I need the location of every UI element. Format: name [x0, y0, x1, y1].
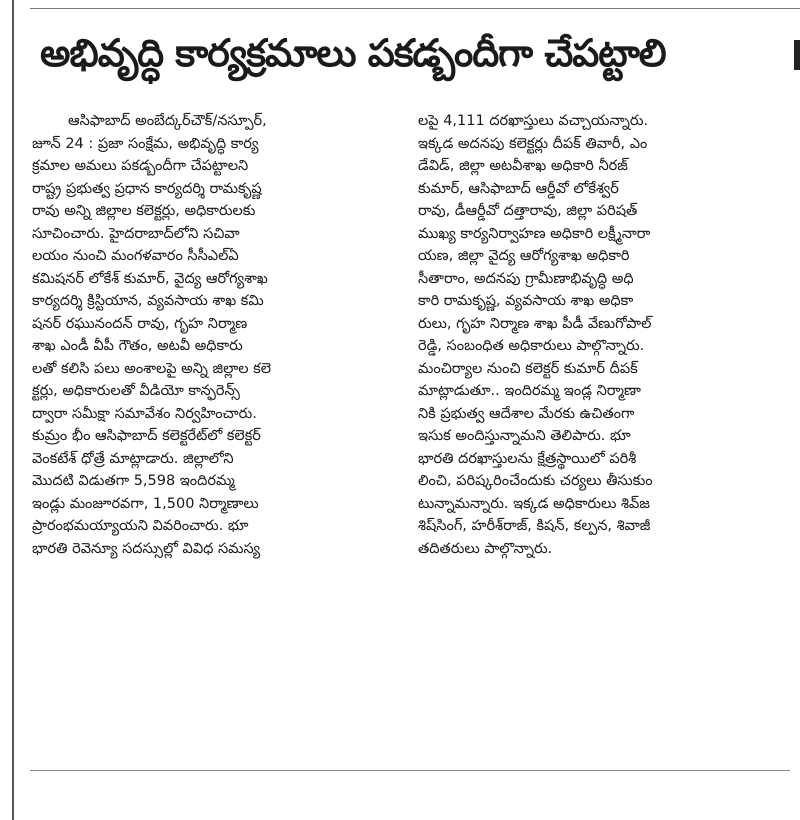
- text-line: వెంకటేశ్ ధోత్రే మాట్లాడారు. జిల్లాలోని: [32, 450, 234, 467]
- text-line: భారతి రెవెన్యూ సదస్సుల్లో వివిధ సమస్య: [32, 540, 261, 557]
- text-line: కార్యదర్శి క్రిస్టియాన, వ్యవసాయ శాఖ కమి: [32, 293, 264, 309]
- text-line: ముఖ్య కార్యనిర్వాహణ అధికారి లక్ష్మీనారా: [418, 225, 651, 242]
- text-line: రెడ్డి, సంబంధిత అధికారులు పాల్గొన్నారు.: [418, 338, 645, 354]
- text-line: కుమ్రం భీం ఆసిఫాబాద్ కలెక్టరేట్‌లో కలెక్టర్: [32, 428, 261, 444]
- text-line: లయం నుంచి మంగళవారం సీసీఎల్ఏ: [32, 248, 239, 264]
- text-line: ఇక్కడ అదనపు కలెక్టర్లు దీపక్ తివారీ, ఎం: [418, 135, 648, 152]
- right-edge-mark: [794, 40, 800, 70]
- text-line: తదితరులు పాల్గొన్నారు.: [418, 540, 553, 557]
- text-line: రావు అన్ని జిల్లాల కలెక్టర్లు, అధికారులకు: [32, 203, 256, 219]
- text-line: ఇసుక అందిస్తున్నామని తెలిపారు. భూ: [418, 428, 631, 444]
- text-line: క్టర్లు, అధికారులతో వీడియో కాన్ఫరెన్స్: [32, 383, 240, 399]
- text-line: ప్రారంభమయ్యాయని వివరించారు. భూ: [32, 518, 249, 534]
- text-line: జూన్ 24 : ప్రజా సంక్షేమ, అభివృద్ధి కార్య: [32, 135, 259, 152]
- bottom-divider: [30, 770, 790, 771]
- article-headline: అభివృద్ధి కార్యక్రమాలు పకడ్బందీగా చేపట్టాలి: [40, 31, 666, 75]
- left-border-rule: [12, 0, 14, 820]
- text-line: లతో కలిసి పలు అంశాలపై అన్ని జిల్లాల కలె: [32, 360, 272, 377]
- text-line: క్రమాల అమలు పకడ్బందీగా చేపట్టాలని: [32, 158, 249, 174]
- text-line: ఆసిఫాబాద్ అంబేద్కర్‌చౌక్/నస్పూర్,: [68, 113, 267, 129]
- text-line: సూచించారు. హైదరాబాద్‌లోని సచివా: [32, 225, 240, 242]
- text-line: ద్వారా సమీక్షా సమావేశం నిర్వహించారు.: [32, 405, 257, 422]
- text-line: డేవిడ్, జిల్లా అటవీశాఖ అధికారి నీరజ్: [418, 158, 628, 174]
- text-line: శిష్‌సింగ్, హరీశ్‌రాజ్, కిషన్, కల్పన, శివాజీ: [418, 518, 651, 534]
- text-line: లపై 4,111 దరఖాస్తులు వచ్చాయన్నారు.: [418, 113, 649, 129]
- text-line: సీతారాం, అదనపు గ్రామీణాభివృద్ధి అధి: [418, 270, 634, 287]
- text-line: రావు, డీఆర్డీవో దత్తారావు, జిల్లా పరిషత్: [418, 203, 638, 219]
- text-line: మాట్లాడుతూ.. ఇందిరమ్మ ఇండ్ల నిర్మాణా: [418, 383, 641, 399]
- text-line: టున్నామన్నారు. ఇక్కడ అధికారులు శివ్‌జ: [418, 495, 650, 512]
- text-line: శాఖ ఎండీ వీపీ గౌతం, అటవీ అధికారు: [32, 338, 243, 354]
- text-line: మంచిర్యాల నుంచి కలెక్టర్ కుమార్ దీపక్: [418, 360, 638, 377]
- text-line: మొదటి విడుతగా 5,598 ఇందిరమ్మ: [32, 473, 235, 489]
- text-line: షనర్ రఘునందన్ రావు, గృహ నిర్మాణ: [32, 315, 248, 332]
- article-column-right: [418, 110, 788, 560]
- text-line: కుమార్, ఆసిఫాబాద్ ఆర్డీవో లోకేశ్వర్: [418, 180, 619, 197]
- text-line: భారతి దరఖాస్తులను క్షేత్రస్థాయిలో పరిశీ: [418, 450, 637, 467]
- top-divider: [30, 8, 800, 9]
- text-line: ఇండ్లు మంజూరవగా, 1,500 నిర్మాణాలు: [32, 495, 259, 512]
- text-line: యణ, జిల్లా వైద్య ఆరోగ్యశాఖ అధికారి: [418, 248, 630, 264]
- text-line: లించి, పరిష్కరించేందుకు చర్యలు తీసుకుం: [418, 473, 653, 489]
- text-line: నికి ప్రభుత్వ ఆదేశాల మేరకు ఉచితంగా: [418, 405, 635, 422]
- text-line: కమిషనర్ లోకేశ్ కుమార్, వైద్య ఆరోగ్యశాఖ: [32, 270, 268, 287]
- text-line: రాష్ట్ర ప్రభుత్వ ప్రధాన కార్యదర్శి రామకృష్ణ: [32, 180, 262, 197]
- text-line: రులు, గృహ నిర్మాణ శాఖ పీడీ వేణుగోపాల్: [418, 315, 652, 332]
- text-line: కారి రామకృష్ణ, వ్యవసాయ శాఖ అధికా: [418, 293, 634, 309]
- article-column-left: [32, 110, 402, 560]
